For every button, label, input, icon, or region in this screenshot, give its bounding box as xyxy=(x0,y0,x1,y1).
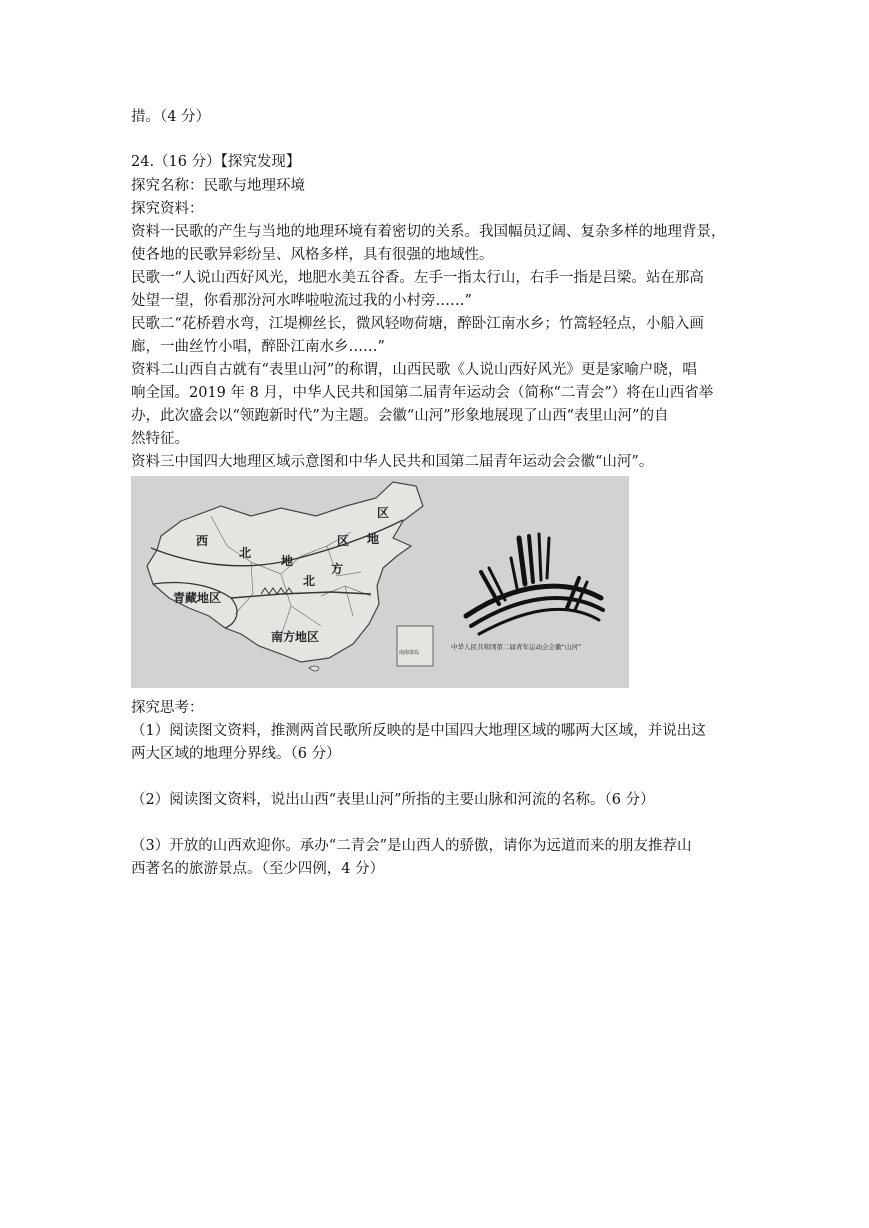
question-3-line-1: （3）开放的山西欢迎你。承办“二青会”是山西人的骄傲，请你为远道而来的朋友推荐山 xyxy=(131,838,692,854)
material-1-line-2: 使各地的民歌异彩纷呈、风格多样，具有很强的地域性。 xyxy=(131,247,494,263)
thinking-label: 探究思考： xyxy=(131,700,204,716)
material-2-line-3: 办，此次盛会以“领跑新时代”为主题。会徽“山河”形象地展现了山西“表里山河”的自 xyxy=(131,408,669,424)
material-1-line-1: 资料一民歌的产生与当地的地理环境有着密切的关系。我国幅员辽阔、复杂多样的地理背景， xyxy=(131,224,726,240)
map-label-di-ne: 地 xyxy=(367,532,380,546)
song-2-line-2: 廊，一曲丝竹小唱，醉卧江南水乡……” xyxy=(131,339,385,355)
map-label-bei: 北 xyxy=(239,546,252,560)
inquiry-topic: 探究名称：民歌与地理环境 xyxy=(131,178,305,194)
previous-question-end: 措。（4 分） xyxy=(131,109,211,125)
song-2-line-1: 民歌二“花桥碧水弯，江堤柳丝长，微风轻吻荷塘，醉卧江南水乡；竹篙轻轻点，小船入画 xyxy=(131,316,704,332)
question-1-line-1: （1）阅读图文资料，推测两首民歌所反映的是中国四大地理区域的哪两大区域，并说出这 xyxy=(131,723,706,739)
map-label-bei-2: 北 xyxy=(303,574,316,588)
map-label-fang: 方 xyxy=(331,562,344,576)
south-sea-inset xyxy=(397,626,433,666)
song-1-line-1: 民歌一“人说山西好风光，地肥水美五谷香。左手一指太行山，右手一指是吕梁。站在那高 xyxy=(131,270,704,286)
question-2: （2）阅读图文资料，说出山西“表里山河”所指的主要山脉和河流的名称。（6 分） xyxy=(131,792,655,808)
question-1-line-2: 两大区域的地理分界线。（6 分） xyxy=(131,746,341,762)
south-sea-inset-label: 南海诸岛 xyxy=(399,650,420,656)
map-and-emblem-figure xyxy=(131,476,629,688)
material-3: 资料三中国四大地理区域示意图和中华人民共和国第二届青年运动会会徽“山河”。 xyxy=(131,454,654,470)
map-label-qingzang: 青藏地区 xyxy=(173,591,222,605)
material-2-line-1: 资料二山西自古就有“表里山河”的称谓，山西民歌《人说山西好风光》更是家喻户晓，唱 xyxy=(131,362,697,378)
map-label-nanfang: 南方地区 xyxy=(271,630,320,644)
map-label-qu-top: 区 xyxy=(377,506,390,520)
question-24-header: 24.（16 分）【探究发现】 xyxy=(131,154,301,170)
map-label-xi: 西 xyxy=(196,534,209,548)
material-2-line-4: 然特征。 xyxy=(131,431,189,447)
emblem-shanhe xyxy=(466,534,603,634)
hainan-island xyxy=(309,666,319,671)
map-label-qu-ne: 区 xyxy=(337,534,350,548)
song-1-line-2: 处望一望，你看那汾河水哗啦啦流过我的小村旁……” xyxy=(131,293,472,309)
materials-label: 探究资料： xyxy=(131,201,204,217)
emblem-caption: 中华人民共和国第二届青年运动会会徽“山河” xyxy=(451,643,582,651)
material-2-line-2: 响全国。2019 年 8 月，中华人民共和国第二届青年运动会（简称“二青会”）将在山西省举 xyxy=(131,385,714,401)
map-label-di: 地 xyxy=(281,554,294,568)
question-3-line-2: 西著名的旅游景点。（至少四例，4 分） xyxy=(131,861,385,877)
